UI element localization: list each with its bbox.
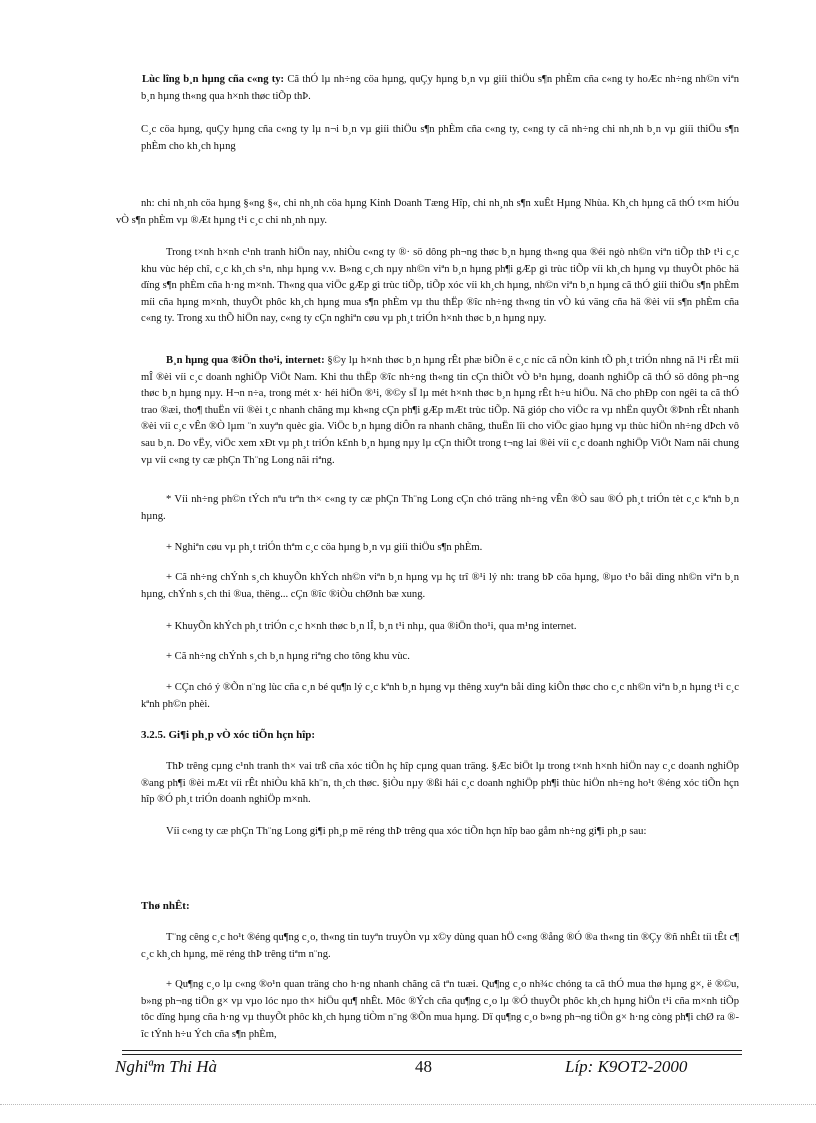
text-solutions: Víi c«ng ty cæ phÇn Th¨ng Long gi¶i ph¸p më réng thÞ trêng qua xóc tiÕn hçn hîp bao gåm nh÷ng gi¶i ph¸p sau: (166, 826, 647, 837)
paragraph-analysis (141, 492, 739, 525)
footer-rule-top (122, 1050, 742, 1051)
list-item-regional (141, 649, 739, 666)
paragraph-solutions (141, 824, 739, 841)
paragraph-stores (141, 122, 739, 155)
text-phone-internet: §©y lµ h×nh thøc b¸n hµng rÊt phæ biÕn ë c¸c níc cã nÒn kinh tÕ ph¸t triÓn nhng nã l¹i rÊt míi mÎ ®èi víi c¸c doanh nghiÖp ViÖt Nam. Khi thu thËp ®îc nh÷ng th«ng tin cÇn thiÕt vÒ b¹n hµng, doanh nghiÖp cã thÓ sö dông ph¬ng thøc b¸n hµng nµy. H¬n n÷a, trong mét x· héi hiÖn ®¹i, ®©y sÏ lµ mét h×nh thøc b¸n hµng rÊt h÷u hiÖu. Nã cho phÐp con ngêi ta cã thÓ trao ®æi, tho¶ thuËn víi ®èi t¸c nhanh chãng mµ kh«ng cÇn ph¶i gÆp mÆt trùc tiÕp. Nã gióp cho viÖc ra vµ nhËn quyÕt ®Þnh rÊt nhanh ®èi víi c¸c vÊn ®Ò lµm ¨n xuyªn quèc gia. ViÖc b¸n hµng diÔn ra nhanh chãng, thuËn lîi cho viÖc giao hµng vµ thùc hiÖn nh÷ng dÞch vô sau b¸n. Do vËy, viÖc xem xÐt vµ ph¸t triÓn k£nh b¸n hµng nµy lµ cÇn thiÕt trong t¬ng lai ®èi víi c¸c doanh nghiÖp ViÖt Nam nãi chung vµ víi c«ng ty cæ phÇn Th¨ng Long nãi riªng. (141, 355, 739, 466)
text-research: + Nghiªn cøu vµ ph¸t triÓn thªm c¸c cöa hµng b¸n vµ giíi thiÖu s¶n phÈm. (166, 542, 483, 553)
paragraph-branches (116, 196, 739, 229)
text-regional: + Cã nh÷ng chÝnh s¸ch b¸n hµng riªng cho tõng khu vùc. (166, 651, 410, 662)
lead-phone-internet: B¸n hµng qua ®iÖn tho¹i, internet: (166, 355, 325, 366)
footer-page-number: 48 (415, 1057, 432, 1076)
footer-author: Nghiªm Thi Hà (115, 1057, 217, 1076)
text-policies: + Cã nh÷ng chÝnh s¸ch khuyÕn khÝch nh©n viªn b¸n hµng vµ hç trî ®¹i lý nh: trang bÞ cöa hµng, ®µo t¹o båi dìng nh©n viªn b¸n hµng, chÝnh s¸ch thi ®ua, thëng... cÇn ®îc ®iÒu chØnh bæ xung. (141, 572, 739, 600)
paragraph-phone-internet (141, 353, 739, 469)
lead-sales-force: Lùc lîng b¸n hµng cña c«ng ty: (142, 74, 285, 85)
text-ads-detail: + Qu¶ng c¸o lµ c«ng ®o¹n quan träng cho h·ng nhanh chãng cã tªn tuæi. Qu¶ng c¸o nh¾c chóng ta cã thÓ mua thø hµng g×, ë ®©u, b»ng ph¬ng tiÖn g× vµ vµo lóc nµo th× hiÖu qu¶ nhÊt. Môc ®Ých cña qu¶ng c¸o lµ ®Ó thuyÕt phôc kh¸ch hµng hiÖn t¹i cña m×nh tiÕp tôc dïng hµng cña h·ng vµ thuyÕt phôc kh¸ch hµng tiÒm n¨ng ®Õn mua hµng. Dï qu¶ng c¸o b»ng ph¬ng tiÖn g× h·ng còng ph¶i chØ ra ®îc tÝnh h÷u Ých cña s¶n phÈm, (141, 979, 739, 1040)
text-promotion: ThÞ trêng cµng c¹nh tranh th× vai trß cña xóc tiÕn hç hîp cµng quan träng. §Æc biÖt lµ trong t×nh h×nh hiÖn nay c¸c doanh nghiÖp ®ang ph¶i ®èi mÆt víi rÊt nhiÒu khã kh¨n, th¸ch thøc. §iÒu nµy ®ßi hái c¸c doanh nghiÖp ph¶i thùc hiÖn nh÷ng ho¹t ®éng xóc tiÕn hçn hîp ®Ó ph¸t triÓn doanh nghiÖp m×nh. (141, 761, 739, 806)
text-retail: + KhuyÕn khÝch ph¸t triÓn c¸c h×nh thøc b¸n lÎ, b¸n t¹i nhµ, qua ®iÖn tho¹i, qua m¹ng internet. (166, 621, 577, 632)
footer-class: Líp: K9OT2-2000 (565, 1057, 688, 1076)
text-branches: nh: chi nh¸nh cöa hµng §«ng §«, chi nh¸nh cöa hµng Kinh Doanh Tæng Hîp, chi nh¸nh s¶n xuÊt Hµng Nhùa. Kh¸ch hµng cã thÓ t×m hiÓu vÒ s¶n phÈm vµ ®Æt hµng t¹i c¸c chi nh¸nh nµy. (116, 198, 739, 226)
footer-rule-bottom (122, 1054, 742, 1055)
paragraph-advertising (141, 930, 739, 963)
list-item-managers (141, 680, 739, 713)
list-item-retail (141, 619, 739, 636)
page-edge-divider (0, 1104, 816, 1105)
paragraph-marketing-staff (141, 245, 739, 328)
list-item-research (141, 540, 739, 557)
text-managers: + CÇn chó ý ®Õn n¨ng lùc cña c¸n bé qu¶n lý c¸c kªnh b¸n hµng vµ thêng xuyªn båi dìng kiÕn thøc cho c¸c nh©n viªn b¸n hµng t¹i c¸c kªnh ph©n phèi. (141, 682, 739, 710)
paragraph-promotion (141, 759, 739, 809)
paragraph-ads-detail (141, 977, 739, 1043)
text-marketing-staff: Trong t×nh h×nh c¹nh tranh hiÖn nay, nhiÒu c«ng ty ®· sö dông ph¬ng thøc b¸n hµng th«ng qua ®éi ngò nh©n viªn tiÕp thÞ t¹i c¸c khu vùc hép chî, c¸c kh¸ch s¹n, nhµ hµng v.v. B»ng c¸ch nµy nh©n viªn b¸n hµng ph¶i gÆp gì trùc tiÕp víi kh¸ch hµng vµ thuyÕt phôc hä dïng s¶n phÈm cña h·ng m×nh. Th«ng qua viÖc gÆp gì trùc tiÕp, tiÕp xóc víi kh¸ch hµng, nh©n viªn b¸n hµng cã thÓ giíi thiÖu s¶n phÈm míi cña hµng m×nh, thuyÕt phôc kh¸ch hµng mua s¶n phÈm vµ thu thËp ®îc nh÷ng th«ng tin vÒ kú väng cña hä ®èi víi s¶n phÈm cña c«ng ty. Trong xu thÕ hiÖn nay, c«ng ty cÇn nghiªn cøu vµ ph¸t triÓn h×nh thøc b¸n hµng nµy. (141, 247, 739, 325)
section-heading-325: 3.2.5. Gi¶i ph¸p vÒ xóc tiÕn hçn hîp: (141, 729, 316, 741)
paragraph-sales-force (141, 72, 739, 105)
heading-first: Thø nhÊt: (141, 900, 190, 912)
text-analysis: * Víi nh÷ng ph©n tÝch nªu trªn th× c«ng ty cæ phÇn Th¨ng Long cÇn chó träng nh÷ng vÊn ®Ò sau ®Ó ph¸t triÓn tèt c¸c kªnh b¸n hµng. (141, 494, 739, 522)
text-stores: C¸c cöa hµng, quÇy hµng cña c«ng ty lµ n¬i b¸n vµ giíi thiÖu s¶n phÈm cña c«ng ty, c«ng ty cã nh÷ng chi nh¸nh b¸n vµ giíi thiÖu s¶n phÈm cho kh¸ch hµng (141, 124, 739, 152)
list-item-policies (141, 570, 739, 603)
text-advertising: T¨ng cêng c¸c ho¹t ®éng qu¶ng c¸o, th«ng tin tuyªn truyÒn vµ x©y dùng quan hÖ c«ng ®ång ®Ó ®a th«ng tin ®Çy ®ñ nhÊt tíi tÊt c¶ c¸c kh¸ch hµng, më réng thÞ trêng tiªm n¨ng. (141, 932, 739, 960)
text-sales-force: Cã thÓ lµ nh÷ng cöa hµng, quÇy hµng b¸n vµ giíi thiÖu s¶n phÈm cña c«ng ty hoÆc nh÷ng nh©n viªn b¸n hµng th«ng qua h×nh thøc tiÕp thÞ. (141, 74, 739, 102)
